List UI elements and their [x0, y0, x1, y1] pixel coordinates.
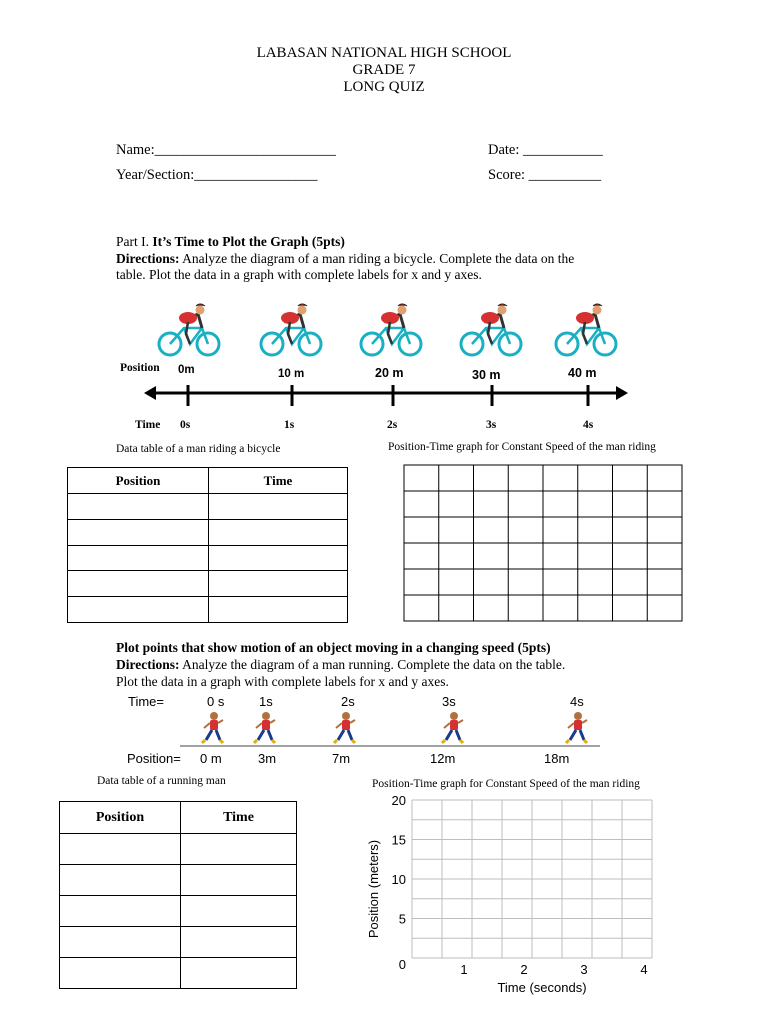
score-field[interactable]: Score: __________	[488, 167, 602, 183]
runner-diagram	[180, 708, 600, 752]
table-row	[60, 834, 297, 865]
table-row	[60, 896, 297, 927]
run-position-4: 18m	[544, 751, 570, 766]
runner-icon	[442, 712, 463, 743]
bicycle-rider-icon	[556, 304, 616, 355]
x-tick-label: 2	[520, 962, 528, 977]
table-row	[60, 958, 297, 989]
y-tick-label: 0	[398, 957, 406, 972]
y-tick-label: 5	[398, 911, 406, 927]
bike-time-3: 3s	[486, 419, 497, 431]
y-tick-label: 10	[391, 872, 406, 887]
bike-position-4: 40 m	[568, 366, 597, 380]
table-cell[interactable]	[68, 545, 209, 571]
bicycle-rider-icon	[461, 304, 521, 355]
run-graph-caption: Position-Time graph for Constant Speed of the man riding	[372, 778, 640, 790]
run-time-2: 2s	[341, 694, 355, 709]
bike-table-caption: Data table of a man riding a bicycle	[116, 443, 281, 455]
table-cell[interactable]	[60, 896, 181, 927]
bike-time-1: 1s	[284, 419, 295, 431]
table-row	[68, 545, 348, 571]
table-cell[interactable]	[181, 865, 297, 896]
name-field[interactable]: Name:_________________________	[116, 142, 336, 158]
table-cell[interactable]	[60, 958, 181, 989]
y-axis-label: Position (meters)	[366, 839, 381, 939]
table-header-time: Time	[209, 468, 348, 494]
runner-icon	[334, 712, 355, 743]
runner-icon	[254, 712, 275, 743]
school-name: LABASAN NATIONAL HIGH SCHOOL	[256, 45, 512, 61]
table-cell[interactable]	[209, 545, 348, 571]
y-tick-label: 15	[391, 832, 406, 848]
table-cell[interactable]	[209, 519, 348, 545]
bike-data-table	[67, 467, 348, 623]
part1-directions-2: table. Plot the data in a graph with complete labels for x and y axes.	[116, 267, 482, 282]
table-cell[interactable]	[181, 927, 297, 958]
table-cell[interactable]	[68, 597, 209, 623]
bike-position-1: 10 m	[278, 368, 305, 380]
run-time-4: 4s	[570, 694, 584, 709]
run-position-1: 3m	[258, 751, 277, 766]
table-header-position: Position	[68, 468, 209, 494]
bike-position-3: 30 m	[472, 368, 501, 382]
table-header-position: Position	[60, 802, 181, 834]
bike-graph-grid[interactable]	[403, 464, 683, 622]
table-row	[68, 597, 348, 623]
quiz-title: LONG QUIZ	[343, 79, 425, 95]
x-tick-label: 3	[580, 962, 588, 977]
table-cell[interactable]	[68, 494, 209, 520]
bicycle-rider-icon	[261, 304, 321, 355]
table-cell[interactable]	[209, 571, 348, 597]
table-cell[interactable]	[181, 958, 297, 989]
part2-heading: Plot points that show motion of an object moving in a changing speed (5pts)	[116, 640, 551, 655]
x-tick-label: 4	[640, 962, 648, 977]
date-field[interactable]: Date: ___________	[488, 142, 603, 158]
run-table-caption: Data table of a running man	[97, 775, 226, 787]
bicycle-rider-icon	[159, 304, 219, 355]
bike-position-2: 20 m	[375, 366, 404, 380]
table-row	[68, 571, 348, 597]
part1-heading: Part I. It’s Time to Plot the Graph (5pts)	[116, 234, 345, 249]
table-cell[interactable]	[60, 834, 181, 865]
part2-directions-2: Plot the data in a graph with complete labels for x and y axes.	[116, 674, 449, 689]
runner-icon	[566, 712, 587, 743]
table-cell[interactable]	[68, 519, 209, 545]
table-header-time: Time	[181, 802, 297, 834]
table-row	[60, 865, 297, 896]
table-cell[interactable]	[60, 927, 181, 958]
bicycle-rider-icon	[361, 304, 421, 355]
bike-time-label: Time	[135, 419, 161, 431]
grade-label: GRADE 7	[352, 62, 416, 78]
part2-directions-1: Directions: Analyze the diagram of a man running. Complete the data on the table.	[116, 657, 566, 672]
arrow-right-icon	[616, 386, 628, 400]
run-graph[interactable]	[360, 790, 670, 1000]
runner-icon	[202, 712, 223, 743]
bike-position-0: 0m	[178, 364, 195, 376]
bike-time-4: 4s	[583, 419, 594, 431]
run-time-1: 1s	[259, 694, 273, 709]
y-tick-label: 20	[391, 793, 406, 808]
table-cell[interactable]	[209, 597, 348, 623]
table-cell[interactable]	[181, 834, 297, 865]
run-data-table	[59, 801, 297, 989]
part1-directions-1: Directions: Analyze the diagram of a man riding a bicycle. Complete the data on the	[116, 251, 575, 266]
run-position-label: Position=	[127, 751, 181, 766]
bike-time-0: 0s	[180, 419, 191, 431]
table-cell[interactable]	[60, 865, 181, 896]
table-row	[68, 494, 348, 520]
run-time-label: Time=	[128, 694, 164, 709]
section-field[interactable]: Year/Section:_________________	[116, 167, 318, 183]
table-cell[interactable]	[209, 494, 348, 520]
arrow-left-icon	[144, 386, 156, 400]
table-cell[interactable]	[181, 896, 297, 927]
table-row	[68, 519, 348, 545]
bike-time-2: 2s	[387, 419, 398, 431]
x-axis-label: Time (seconds)	[497, 980, 587, 995]
table-cell[interactable]	[68, 571, 209, 597]
table-row	[60, 927, 297, 958]
run-position-2: 7m	[332, 751, 351, 766]
run-position-3: 12m	[430, 751, 456, 766]
bike-graph-caption: Position-Time graph for Constant Speed of the man riding	[388, 441, 656, 453]
x-tick-label: 1	[460, 962, 468, 977]
run-time-0: 0 s	[207, 694, 225, 709]
bike-position-label: Position	[120, 362, 160, 374]
run-time-3: 3s	[442, 694, 456, 709]
run-position-0: 0 m	[200, 751, 222, 766]
